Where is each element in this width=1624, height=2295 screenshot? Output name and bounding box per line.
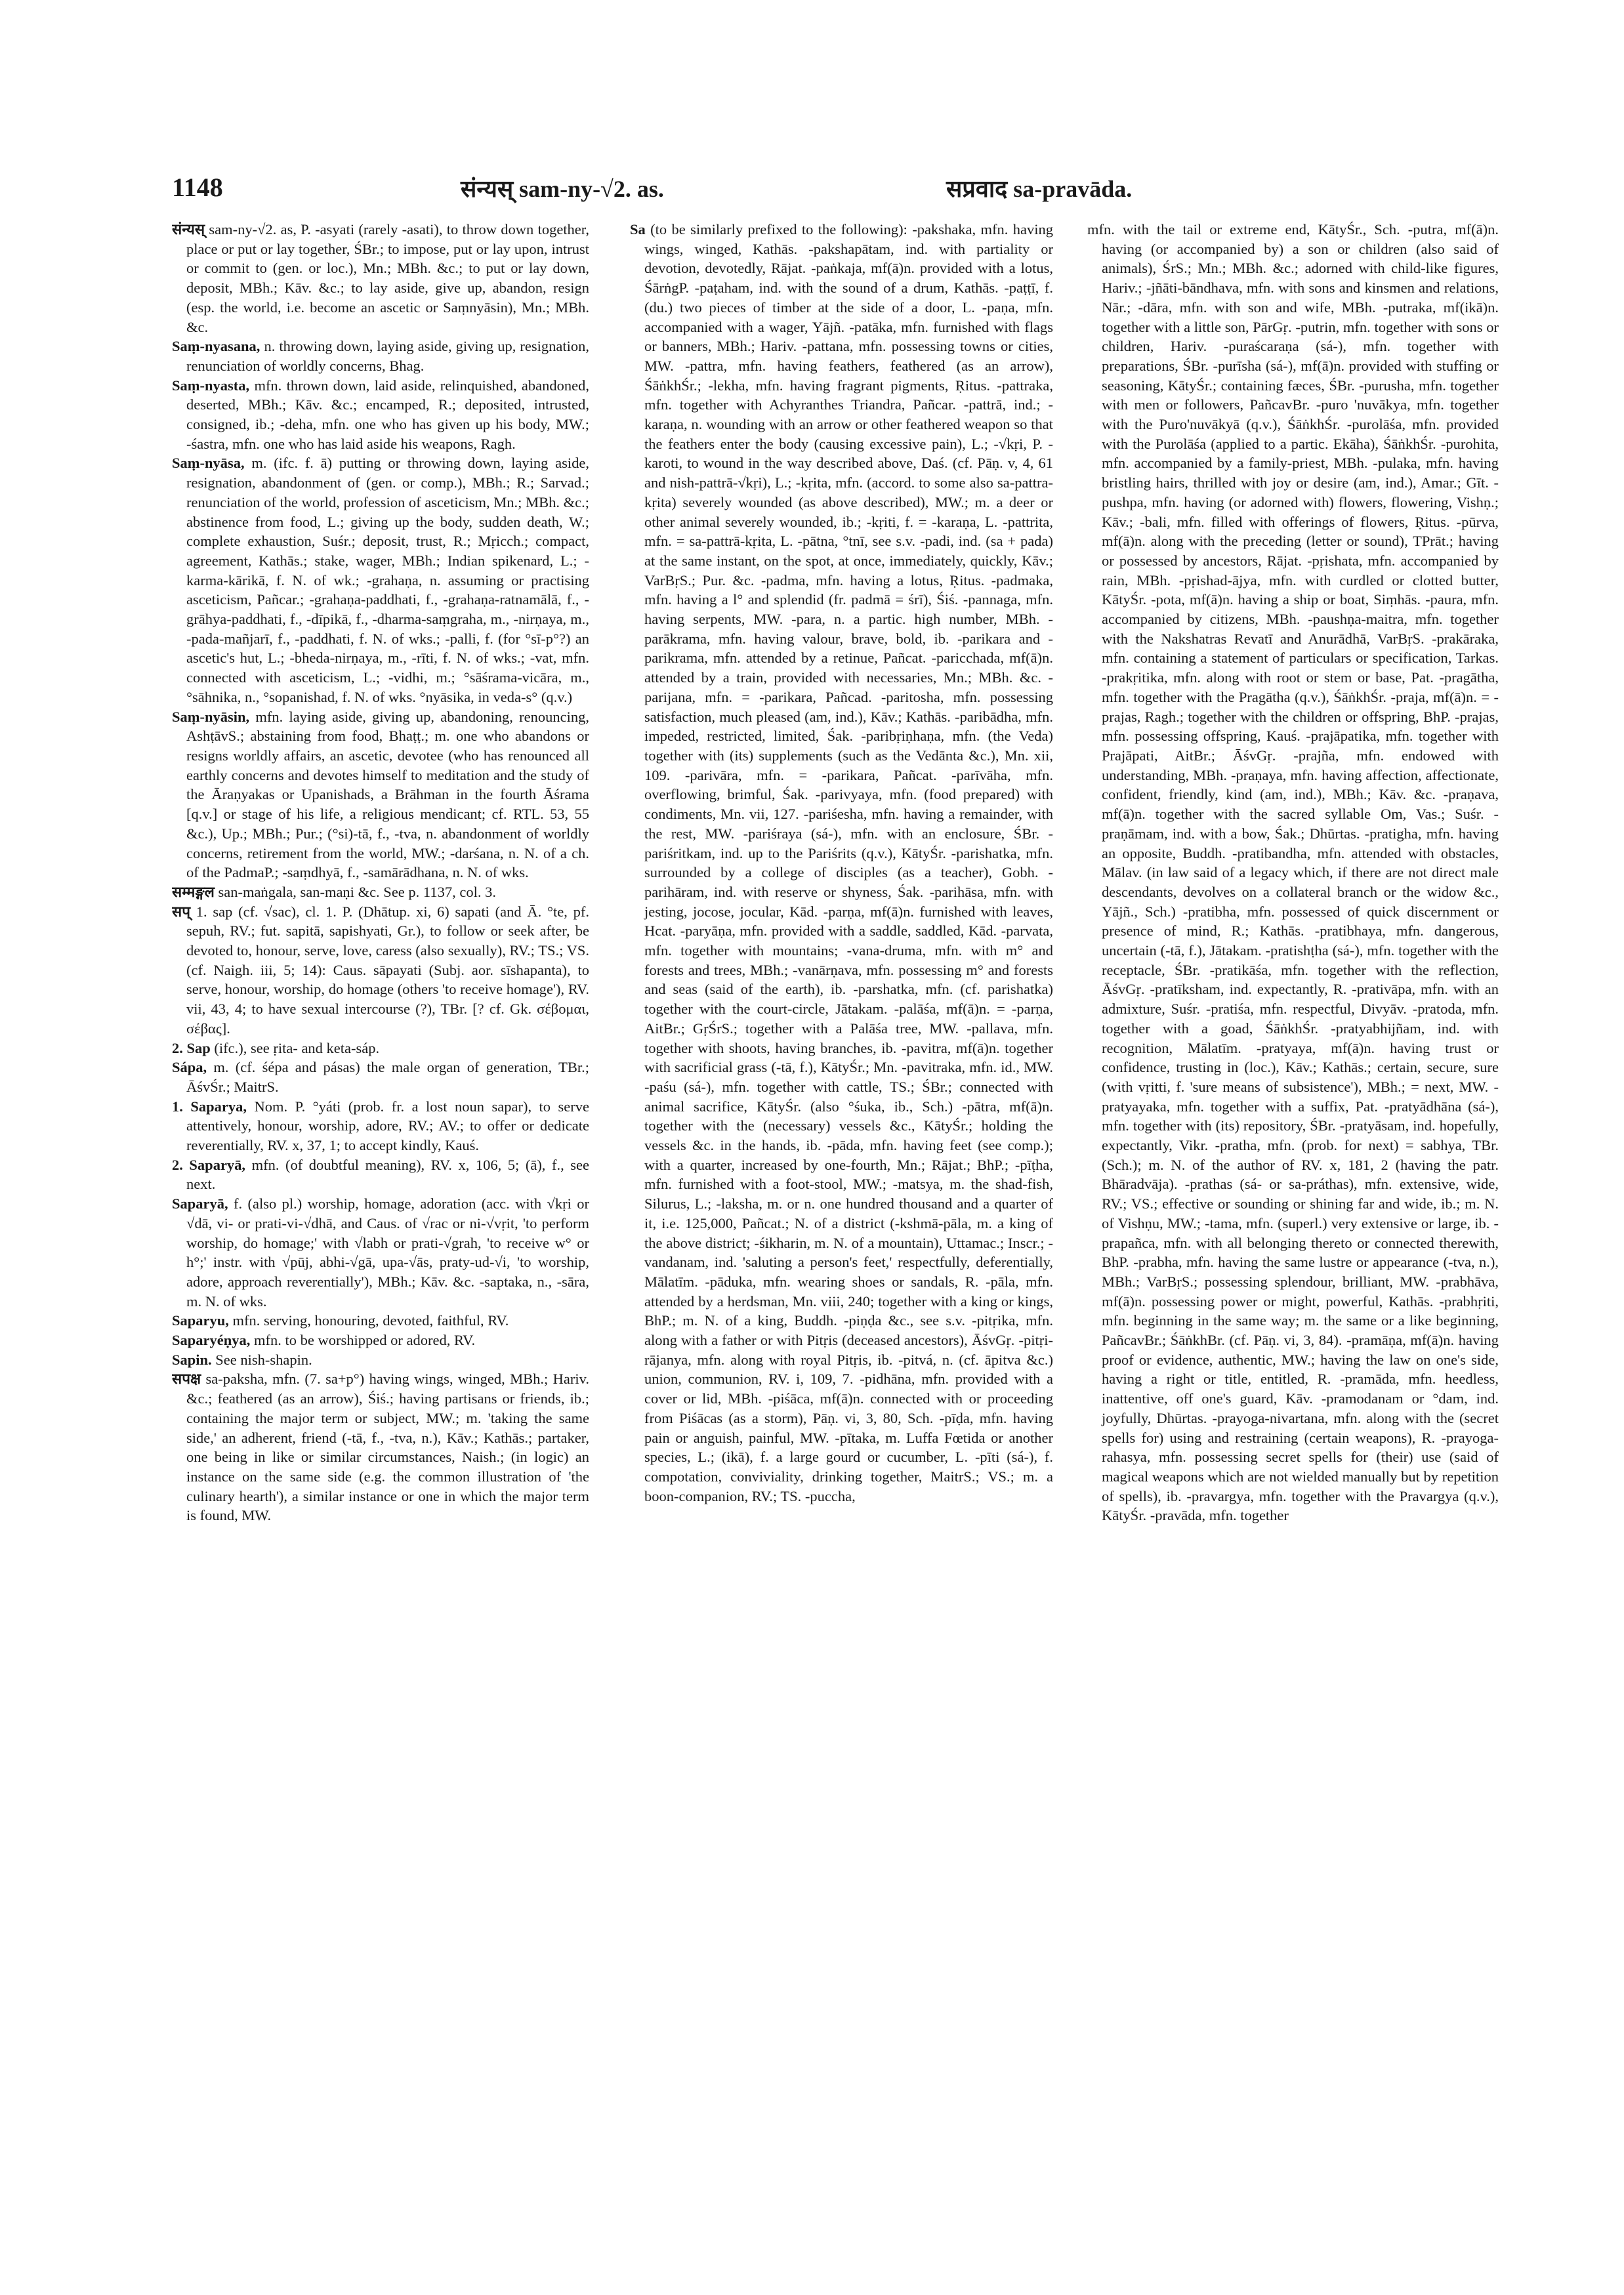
column-left: [172, 220, 589, 2227]
entry-definition: m. (cf. śépa and pásas) the male organ of generation, TBr.; ĀśvŚr.; MaitrS.: [186, 1059, 589, 1095]
column-middle: [630, 220, 1053, 2227]
entry-definition: mfn. (of doubtful meaning), RV. x, 106, 5; (ā), f., see next.: [186, 1156, 589, 1193]
dictionary-entry: [172, 1155, 589, 1194]
column-right: [1087, 220, 1499, 2227]
entry-definition: f. (also pl.) worship, homage, adoration (acc. with √kṛi or √dā, vi- or prati-vi-√dhā, and Caus. of √rac or ni-√vṛit, 'to perform worship, do homage;' with √labh or prati-√grah, 'to receive w° or h°;' instr. with √pūj, abhi-√gā, upa-√ās, praty-ud-√i, 'to worship, adore, approach reverentially'), MBh.; Kāv. &c. -saptaka, n., -sāra, m. N. of wks.: [186, 1195, 589, 1310]
entry-headword: 2. Sap: [172, 1039, 215, 1056]
entry-headword: 1. Saparya,: [172, 1098, 255, 1115]
dictionary-entry: [630, 220, 1053, 1506]
dictionary-entry: [172, 376, 589, 454]
entry-definition: mfn. to be worshipped or adored, RV.: [254, 1332, 476, 1349]
page-header: [172, 172, 1470, 218]
entry-definition: sam-ny-√2. as, P. -asyati (rarely -asati), to throw down together, place or put or lay together, ŚBr.; to impose, put or lay upon, intrust or commit to (gen. or loc.), Mn.; MBh. &c.; to put or lay down, deposit, MBh.; Kāv. &c.; to lay aside, give up, abandon, resign (esp. the world, i.e. become an ascetic or Saṃnyāsin), Mn.; MBh. &c.: [186, 221, 589, 335]
dictionary-entry: [172, 1039, 589, 1058]
page-number: 1148: [172, 173, 223, 202]
entry-definition: sa-paksha, mfn. (7. sa+p°) having wings, winged, MBh.; Hariv. &c.; feathered (as an arrow), Śiś.; having partisans or friends, ib.; containing the major term or subject, MW.; m. 'taking the same side,' an adherent, friend (-tā, f., -tva, n.), Kāv.; Kathās.; partaker, one being in like or similar circumstances, Naish.; (in logic) an instance on the same side (e.g. the common illustration of 'the culinary hearth'), a similar instance or one in which the major term is found, MW.: [186, 1371, 589, 1524]
entry-definition: (to be similarly prefixed to the following): -pakshaka, mfn. having wings, winged, Kathās. -pakshapātam, ind. with partiality or devotion, devotedly, Rājat. -paṅkaja, mf(ā)n. provided with a lotus, ŚārṅgP. -paṭaham, ind. with the sound of a drum, Kathās. -paṭṭī, f. (du.) two pieces of timber at the side of a door, L. -paṇa, mfn. accompanied with a wager, Yājñ. -patāka, mfn. furnished with flags or banners, MBh.; Hariv. -pattana, mfn. possessing towns or cities, MW. -pattra, mfn. having feathers, feathered (as an arrow), ŚāṅkhŚr.; -lekha, mfn. having fragrant pigments, Ṛitus. -pattraka, mfn. together with Achyranthes Triandra, Pañcar. -pattrā, ind.; -karaṇa, n. wounding with an arrow or other feathered weapon so that the feathers enter the body (causing excessive pain), L.; -√kṛi, P. -karoti, to wound in the way described above, Daś. (cf. Pāṇ. v, 4, 61 and nish-pattrā-√kṛi), L.; -kṛita, mfn. (accord. to some also sa-pattra-kṛita) severely wounded (as above described), MW.; m. a deer or other animal severely wounded, ib.; -kṛiti, f. = -karaṇa, L. -pattrita, mfn. = sa-pattrā-kṛita, L. -pātna, °tnī, see s.v. -padi, ind. (sa + pada) at the same instant, on the spot, at once, immediately, quickly, Kāv.; VarBṛS.; Pur. &c. -padma, mfn. having a lotus, Ṛitus. -padmaka, mfn. having a l° and splendid (fr. padmā = śrī), Śiś. -pannaga, mfn. having serpents, MW. -para, n. a partic. high number, MBh. -parākrama, mfn. having valour, brave, bold, ib. -parikara and -parikrama, mfn. attended by a retinue, Pañcat. -paricchada, mf(ā)n. attended by a train, provided with necessaries, Mn.; MBh. &c. -parijana, mfn. = -parikara, Pañcad. -paritosha, mfn. possessing satisfaction, much pleased (am, ind.), Kāv.; Kathās. -paribādha, mfn. impeded, restricted, limited, Śak. -paribṛiṇhaṇa, mfn. (the Veda) together with (its) supplements (such as the Vedānta &c.), Mn. xii, 109. -parivāra, mfn. = -parikara, Pañcat. -parīvāha, mfn. overflowing, brimful, Śak. -parivyaya, mfn. (food prepared) with condiments, Mn. vii, 127. -pariśesha, mfn. having a remainder, with the rest, MW. -pariśraya (sá-), mfn. with an enclosure, ŚBr. -pariśritkam, ind. up to the Pariśrits (q.v.), KātyŚr. -parishatka, mfn. surrounded by a college of disciples (as a teacher), Gobh. -parihāram, ind. with reserve or shyness, Śak. -parihāsa, mfn. with jesting, jocose, jocular, Kād. -parṇa, mf(ā)n. furnished with leaves, Hcat. -paryāṇa, mfn. provided with a saddle, saddled, Kād. -parvata, mfn. together with mountains; -vana-druma, mfn. with m° and forests and trees, MBh.; -vanārṇava, mfn. possessing m° and forests and seas (said of the earth), ib. -parshatka, mfn. (cf. parishatka) together with the court-circle, Jātakam. -palāśa, mf(ā)n. = -parṇa, AitBr.; GṛŚrS.; together with a Palāśa tree, MW. -pallava, mfn. together with shoots, having branches, ib. -pavitra, mf(ā)n. together with sacrificial grass (-tā, f.), KātyŚr.; Mn. -pavitraka, mfn. id., MW. -paśu (sá-), mfn. together with cattle, TS.; ŚBr.; connected with animal sacrifice, KātyŚr. (also °śuka, ib., Sch.) -pātra, mf(ā)n. together with the (necessary) vessels &c., KātyŚr.; holding the vessels &c. in the hands, ib. -pāda, mfn. having feet (see comp.); with a quarter, increased by one-fourth, Mn.; Rājat.; BhP.; -pīṭha, mfn. furnished with a foot-stool, MW.; -matsya, m. the shad-fish, Silurus, L.; -laksha, m. or n. one hundred thousand and a quarter of it, i.e. 125,000, Pañcat.; N. of a district (-kshmā-pāla, m. a king of the above district; -śikharin, m. N. of a mountain), Uttamac.; Inscr.; -vandanam, ind. 'saluting a person's feet,' respectfully, deferentially, Mālatīm. -pāduka, mfn. wearing shoes or sandals, R. -pāla, mfn. attended by a herdsman, Mn. viii, 240; together with a king or kings, BhP.; m. N. of a king, Buddh. -piṇḍa &c., see s.v. -pitṛika, mfn. along with a father or with Pitṛis (deceased ancestors), ĀśvGṛ. -pitṛi-rājanya, mfn. along with royal Pitṛis, ib. -pitvá, n. (cf. āpitva &c.) union, communion, RV. i, 109, 7. -pidhāna, mfn. provided with a cover or lid, MBh. -piśāca, mf(ā)n. connected with or proceeding from Piśācas (as a storm), Pāṇ. vi, 3, 80, Sch. -pīḍa, mfn. having pain or anguish, painful, MW. -pītaka, m. Luffa Fœtida or another species, L.; (ikā), f. a large gourd or cucumber, L. -pīti (sá-), f. compotation, conviviality, drinking together, MaitrS.; VS.; m. a boon-companion, RV.; TS. -puccha,: [644, 221, 1053, 1504]
entry-definition: mfn. with the tail or extreme end, KātyŚr., Sch. -putra, mf(ā)n. having (or accompanied by) a son or children (also said of animals), ŚrS.; Mn.; MBh. &c.; adorned with child-like figures, Hariv.; -jñāti-bāndhava, mfn. with sons and kinsmen and relations, Nār.; -dāra, mfn. with son and wife, MBh. -putraka, mf(ikā)n. together with a little son, PārGṛ. -putrin, mfn. together with sons or children, Hariv. -puraścaraṇa (sá-), mfn. together with preparations, ŚBr. -purīsha (sá-), mf(ā)n. provided with stuffing or seasoning, KātyŚr.; containing fæces, ŚBr. -purusha, mfn. together with men or followers, PañcavBr. -puro 'nuvākya, mfn. together with the Puro'nuvākyā (q.v.), ŚāṅkhŚr. -purolāśa, mfn. provided with the Purolāśa (applied to a partic. Ekāha), ŚāṅkhŚr. -purohita, mfn. accompanied by a family-priest, MBh. -pulaka, mfn. having bristling hairs, thrilled with joy or desire (am, ind.), Amar.; Gīt. -pushpa, mfn. having (or adorned with) flowers, flowering, Vishṇ.; Kāv.; -bali, mfn. filled with offerings of flowers, Ṛitus. -pūrva, mf(ā)n. along with the preceding (letter or sound), TPrāt.; having or possessed by ancestors, Rājat. -pṛishata, mfn. accompanied by rain, MBh. -pṛishad-ājya, mfn. with curdled or clotted butter, KātyŚr. -pota, mf(ā)n. having a ship or boat, Siṃhās. -paura, mfn. accompanied by citizens, MBh. -paushṇa-maitra, mfn. together with the Nakshatras Revatī and Anurādhā, VarBṛS. -prakāraka, mfn. containing a statement of particulars or specification, Tarkas. -prakṛitika, mfn. along with root or stem or base, Pat. -pragātha, mfn. together with the Pragātha (q.v.), ŚāṅkhŚr. -praja, mf(ā)n. = -prajas, Ragh.; together with the children or offspring, BhP. -prajas, mfn. possessing offspring, Kauś. -prajāpatika, mfn. together with Prajāpati, AitBr.; ĀśvGṛ. -prajña, mfn. endowed with understanding, MBh. -praṇaya, mfn. having affection, affectionate, confident, friendly, kind (am, ind.), MBh.; Kāv. &c. -praṇava, mf(ā)n. together with the sacred syllable Om, Vas.; Suśr. -praṇāmam, ind. with a bow, Śak.; Dhūrtas. -pratigha, mfn. having an opposite, Buddh. -pratibandha, mfn. attended with obstacles, Mālav. (in law said of a legacy which, if there are not direct male descendants, devolves on a collateral branch or the widow &c., Yājñ., Sch.) -pratibha, mfn. possessed of quick discernment or presence of mind, R.; Kathās. -pratibhaya, mfn. dangerous, uncertain (-tā, f.), Jātakam. -pratishṭha (sá-), mfn. together with the receptacle, ŚBr. -pratikāśa, mfn. together with the reflection, ĀśvGṛ. -pratīksham, ind. expectantly, R. -prativāpa, mfn. with an admixture, Suśr. -pratiśa, mfn. respectful, Divyāv. -pratoda, mfn. together with a goad, ŚāṅkhŚr. -pratyabhijñam, ind. with recognition, Mālatīm. -pratyaya, mf(ā)n. having trust or confidence, trusting in (loc.), Kāv.; Kathās.; certain, secure, sure (with vṛitti, f. 'sure means of subsistence'), MBh.; = next, MW. -pratyayaka, mfn. together with a suffix, Pat. -pratyādhāna (sá-), mfn. together with (its) repository, ŚBr. -pratyāsam, ind. hopefully, expectantly, Vikr. -pratha, mfn. (prob. for next) = sabhya, TBr. (Sch.); m. N. of the author of RV. x, 181, 2 (having the patr. Bhāradvāja). -prathas (sá- or sa-práthas), mfn. extensive, wide, RV.; VS.; effective or sounding or shining far and wide, ib.; m. N. of Vishṇu, MW.; -tama, mfn. (superl.) very extensive or large, ib. -prapañca, mfn. with all belonging thereto or connected therewith, BhP. -prabha, mfn. having the same lustre or appearance (-tva, n.), MBh.; VarBṛS.; possessing splendour, brilliant, MW. -prabhāva, mf(ā)n. possessing power or might, powerful, Kathās. -prabhṛiti, mfn. beginning in the same way; m. the same or a like beginning, PañcavBr.; ŚāṅkhBr. (cf. Pāṇ. vi, 3, 84). -pramāṇa, mf(ā)n. having proof or evidence, authentic, MW.; having the law on one's side, having a right or title, entitled, R. -pramāda, mfn. heedless, inattentive, off one's guard, Kāv. -pramodanam or °dam, ind. joyfully, Dhūrtas. -prayoga-nivartana, mfn. along with the (secret spells for) using and restraining (certain weapons), R. -prayoga-rahasya, mfn. possessing secret spells for (their) use (said of magical weapons which are not wielded manually but by repetition of spells), ib. -pravargya, mfn. together with the Pravargya (q.v.), KātyŚr. -pravāda, mfn. together: [1087, 221, 1499, 1524]
entry-definition: mfn. laying aside, giving up, abandoning, renouncing, AshṭāvS.; abstaining from food, Bhaṭṭ.; m. one who abandons or resigns worldly affairs, an ascetic, devotee (who has renounced all earthly concerns and devotes himself to meditation and the study of the Āraṇyakas or Upanishads, a Brāhman in the fourth Āśrama [q.v.] or stage of his life, a religious mendicant; cf. RTL. 53, 55 &c.), Up.; MBh.; Pur.; (°si)-tā, f., -tva, n. abandonment of worldly concerns, retirement from the world, MW.; -darśana, n. N. of a ch. of the PadmaP.; -saṃdhyā, f., -samārādhana, n. N. of wks.: [186, 708, 589, 881]
entry-definition: Nom. P. °yáti (prob. fr. a lost noun sapar), to serve attentively, honour, worship, adore, RV.; AV.; to offer or dedicate reverentially, RV. x, 37, 1; to accept kindly, Kauś.: [186, 1098, 589, 1154]
entry-headword: Sapin.: [172, 1351, 216, 1368]
entry-definition: mfn. thrown down, laid aside, relinquished, abandoned, deserted, MBh.; Kāv. &c.; encamped, R.; deposited, intrusted, consigned, ib.; -deha, mfn. one who has given up his body, MW.; -śastra, mfn. one who has laid aside his weapons, Ragh.: [186, 377, 589, 452]
entry-headword: Saparyu,: [172, 1312, 233, 1329]
entry-headword: सपक्ष: [172, 1371, 206, 1388]
dictionary-entry: [172, 1194, 589, 1311]
dictionary-entry: [172, 1350, 589, 1370]
dictionary-entry: [172, 1097, 589, 1155]
entry-headword: सप्: [172, 903, 196, 920]
entry-definition: See nish-shapin.: [215, 1351, 312, 1368]
entry-headword: Saṃ-nyāsin,: [172, 708, 256, 725]
dictionary-entry: [172, 1331, 589, 1350]
dictionary-entry: [172, 902, 589, 1039]
entry-definition: 1. sap (cf. √sac), cl. 1. P. (Dhātup. xi, 6) sapati (and Ā. °te, pf. sepuh, RV.; fut. sapitā, sapishyati, Gr.), to follow or seek after, be devoted to, honour, serve, love, caress (also sexually), RV.; TS.; VS. (cf. Naigh. iii, 5; 14): Caus. sāpayati (Subj. aor. sīshapanta), to serve, honour, worship, do homage (others 'to receive homage'), RV. vii, 43, 4; to have sexual intercourse (?), TBr. [? cf. Gk. σέβομαι, σέβας].: [186, 903, 589, 1037]
entry-definition: m. (ifc. f. ā) putting or throwing down, laying aside, resignation, abandonment of (gen. or comp.), MBh.; R.; Sarvad.; renunciation of the world, profession of asceticism, Mn.; MBh. &c.; abstinence from food, L.; giving up the body, sudden death, W.; complete exhaustion, Suśr.; deposit, trust, R.; Mṛicch.; compact, agreement, Kathās.; stake, wager, MBh.; Indian spikenard, L.; -karma-kārikā, f. N. of wk.; -grahaṇa, n. assuming or practising asceticism, Pañcar.; -grahaṇa-paddhati, f., -grahaṇa-ratnamālā, f., -grāhya-paddhati, f., -dīpikā, f., -dharma-saṃgraha, m., -nirṇaya, m., -pada-mañjarī, f., -paddhati, f. N. of wks.; -palli, f. (for °sī-p°?) an ascetic's hut, L.; -bheda-nirṇaya, m., -rīti, f. N. of wks.; -vat, mfn. connected with asceticism, L.; -vidhi, m.; °sāśrama-vicāra, m., °sāhnika, n., °sopanishad, f. N. of wks. °nyāsika, in veda-s° (q.v.): [186, 455, 589, 705]
dictionary-entry: [172, 1058, 589, 1096]
dictionary-entry: [172, 453, 589, 707]
entry-headword: Saparyéṇya,: [172, 1332, 255, 1349]
entry-headword: Saṃ-nyasta,: [172, 377, 255, 394]
dictionary-entry: [172, 1369, 589, 1525]
entry-headword: Saṃ-nyāsa,: [172, 455, 252, 472]
entry-headword: Sa: [630, 221, 651, 238]
entry-headword: 2. Saparyā,: [172, 1156, 252, 1173]
dictionary-entry: [172, 220, 589, 337]
dictionary-entry: [172, 882, 589, 902]
dictionary-entry: [1087, 220, 1499, 1525]
dictionary-entry: [172, 1311, 589, 1331]
entry-headword: Saparyā,: [172, 1195, 234, 1212]
entry-definition: san-maṅgala, san-maṇi &c. See p. 1137, col. 3.: [218, 883, 496, 900]
running-head-left: संन्यस् sam-ny-√2. as.: [461, 176, 664, 202]
dictionary-entry: [172, 337, 589, 375]
entry-headword: संन्यस्: [172, 221, 209, 238]
entry-headword: Sápa,: [172, 1059, 214, 1076]
running-head-right: सप्रवाद sa-pravāda.: [946, 176, 1133, 202]
entry-definition: n. throwing down, laying aside, giving up, resignation, renunciation of worldly concerns, Bhag.: [186, 338, 589, 374]
dictionary-entry: [172, 707, 589, 882]
entry-headword: सम्मङ्गल: [172, 883, 219, 900]
entry-definition: mfn. serving, honouring, devoted, faithful, RV.: [232, 1312, 509, 1329]
entry-definition: (ifc.), see ṛita- and keta-sáp.: [214, 1039, 380, 1056]
entry-headword: Saṃ-nyasana,: [172, 338, 264, 355]
